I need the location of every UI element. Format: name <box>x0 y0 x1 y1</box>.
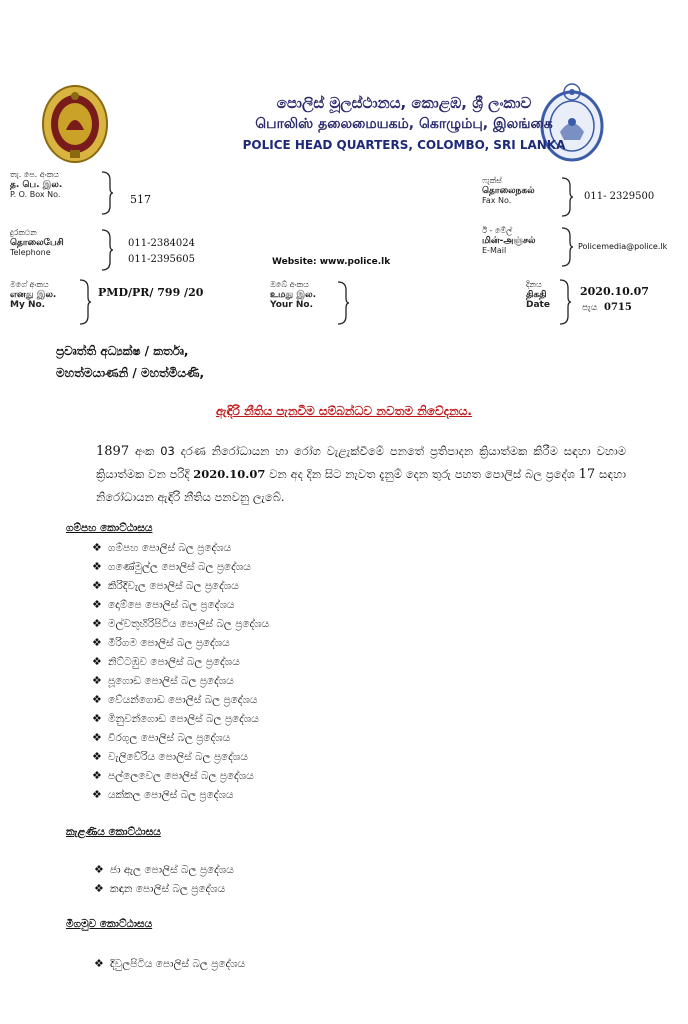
your-no-brace <box>336 280 350 326</box>
my-no-brace <box>78 278 92 326</box>
section-list-negombo <box>94 954 245 973</box>
pobox-value: 517 <box>130 193 151 206</box>
list-item: ❖ මිනුවන්ගොඩ පොලිස් බල ප්‍රදේශය <box>92 709 269 728</box>
telephone-value-1: 011-2384024 <box>128 238 196 249</box>
fax-label: ෆැක්ස් தொலைநகல் Fax No. <box>482 176 535 205</box>
telephone-label: දුරකථන தொலைபேசி Telephone <box>10 228 64 257</box>
diamond-bullet-icon: ❖ <box>92 712 102 725</box>
header-title-english: POLICE HEAD QUARTERS, COLOMBO, SRI LANKA <box>242 138 566 152</box>
list-item: ❖ කිරිදිවැල පොලිස් බල ප්‍රදේශය <box>92 576 269 595</box>
list-item: ❖ කඳාන පොලිස් බල ප්‍රදේශය <box>94 879 234 898</box>
body-paragraph: 1897 අංක 03 දරණ නිරෝධායන හා රෝග වැළැක්වීමේ පනතේ ප්‍රතිපාදන ක්‍රියාත්මක කිරීම සඳහා වහාම ක්‍රියාත්මක වන පරිදි 2020.10.07 වන අද දින සිට නැවත දැනුම් දෙන තුරු පහත පොලිස් බල ප්‍රදේශ 17 සඳහා නිරෝධායන ඇඳිරි නීතිය පනවනු ලැබේ. <box>96 444 627 504</box>
section-list-kelaniya <box>94 860 234 898</box>
email-value: Policemedia@police.lk <box>578 242 668 251</box>
section-title-negombo: මීගමුව කොට්ඨාසය <box>66 918 153 930</box>
fax-brace <box>560 176 574 218</box>
salutation: ප්‍රවෘත්ති අධ්‍යක්ෂ / කර්තෘ, මහත්මයාණනි / මහත්මියණි, <box>56 344 205 380</box>
diamond-bullet-icon: ❖ <box>92 769 102 782</box>
my-no-value: PMD/PR/ 799 /20 <box>98 286 204 299</box>
email-label: ඊ - මේල් மின்-அஞ்சல் E-Mail <box>482 226 536 255</box>
list-item: ❖ දොම්පෙ පොලිස් බල ප්‍රදේශය <box>92 595 269 614</box>
website-text: Website: www.police.lk <box>272 257 391 267</box>
pobox-label: තැ. පෙ. අංකය த. பெ. இல. P. O. Box No. <box>10 170 63 199</box>
diamond-bullet-icon: ❖ <box>92 750 102 763</box>
list-item: ❖ ගම්පහ පොලිස් බල ප්‍රදේශය <box>92 538 269 557</box>
fax-value: 011- 2329500 <box>584 191 655 202</box>
list-item: ❖ යක්කල පොලිස් බල ප්‍රදේශය <box>92 785 269 804</box>
diamond-bullet-icon: ❖ <box>92 693 102 706</box>
list-item: ❖ දිවුලපිටිය පොලිස් බල ප්‍රදේශය <box>94 954 245 973</box>
telephone-brace <box>100 228 114 272</box>
list-item: ❖ පූගොඩ පොලිස් බල ප්‍රදේශය <box>92 671 269 690</box>
diamond-bullet-icon: ❖ <box>92 655 102 668</box>
diamond-bullet-icon: ❖ <box>92 598 102 611</box>
diamond-bullet-icon: ❖ <box>92 674 102 687</box>
list-item: ❖ වීරගුල පොලිස් බල ප්‍රදේශය <box>92 728 269 747</box>
diamond-bullet-icon: ❖ <box>92 636 102 649</box>
diamond-bullet-icon: ❖ <box>94 863 104 876</box>
diamond-bullet-icon: ❖ <box>92 541 102 554</box>
header-title-sinhala: පොලිස් මූලස්ථානය, කොළඹ, ශ්‍රී ලංකාව <box>276 94 532 112</box>
list-item: ❖ පල්ලෙවෙල පොලිස් බල ප්‍රදේශය <box>92 766 269 785</box>
diamond-bullet-icon: ❖ <box>92 617 102 630</box>
pobox-brace <box>100 170 114 216</box>
section-title-gampaha: ගම්පහ කොට්ඨාසය <box>66 522 153 534</box>
date-value: 2020.10.07 <box>580 285 649 298</box>
diamond-bullet-icon: ❖ <box>92 788 102 801</box>
my-no-label: මගේ අංකය எனது இல. My No. <box>10 280 57 310</box>
subject-heading: ඇඳිරි නීතිය පැනවීම සම්බන්ධව නවතම නිවේදනය. <box>216 404 472 418</box>
diamond-bullet-icon: ❖ <box>94 882 104 895</box>
list-item: ❖ ජා ඇල පොලිස් බල ප්‍රදේශය <box>94 860 234 879</box>
email-brace <box>560 226 574 268</box>
list-item: ❖ වේයන්ගොඩ පොලිස් බල ප්‍රදේශය <box>92 690 269 709</box>
list-item: ❖ නිට්ටඹුව පොලිස් බල ප්‍රදේශය <box>92 652 269 671</box>
time-value: 0715 <box>604 302 632 313</box>
telephone-value-2: 011-2395605 <box>128 254 196 265</box>
diamond-bullet-icon: ❖ <box>94 957 104 970</box>
diamond-bullet-icon: ❖ <box>92 579 102 592</box>
list-item: ❖ මීරිගම පොලිස් බල ප්‍රදේශය <box>92 633 269 652</box>
your-no-label: ඔබේ අංකය உமது இல. Your No. <box>270 280 316 310</box>
list-item: ❖ වැලිවේරිය පොලිස් බල ප්‍රදේශය <box>92 747 269 766</box>
list-item: ❖ මල්වතුහිරිපිටිය පොලිස් බල ප්‍රදේශය <box>92 614 269 633</box>
date-brace <box>558 278 572 326</box>
time-label: පැය <box>582 303 598 313</box>
section-title-kelaniya: කැළණිය කොට්ඨාසය <box>66 826 161 838</box>
header-title-tamil: பொலிஸ் தலைமையகம், கொழும்பு, இலங்கை <box>255 116 553 132</box>
section-list-gampaha <box>92 538 269 804</box>
diamond-bullet-icon: ❖ <box>92 731 102 744</box>
date-label: දිනය திகதி Date <box>526 280 550 310</box>
list-item: ❖ ගණේමුල්ල පොලිස් බල ප්‍රදේශය <box>92 557 269 576</box>
diamond-bullet-icon: ❖ <box>92 560 102 573</box>
